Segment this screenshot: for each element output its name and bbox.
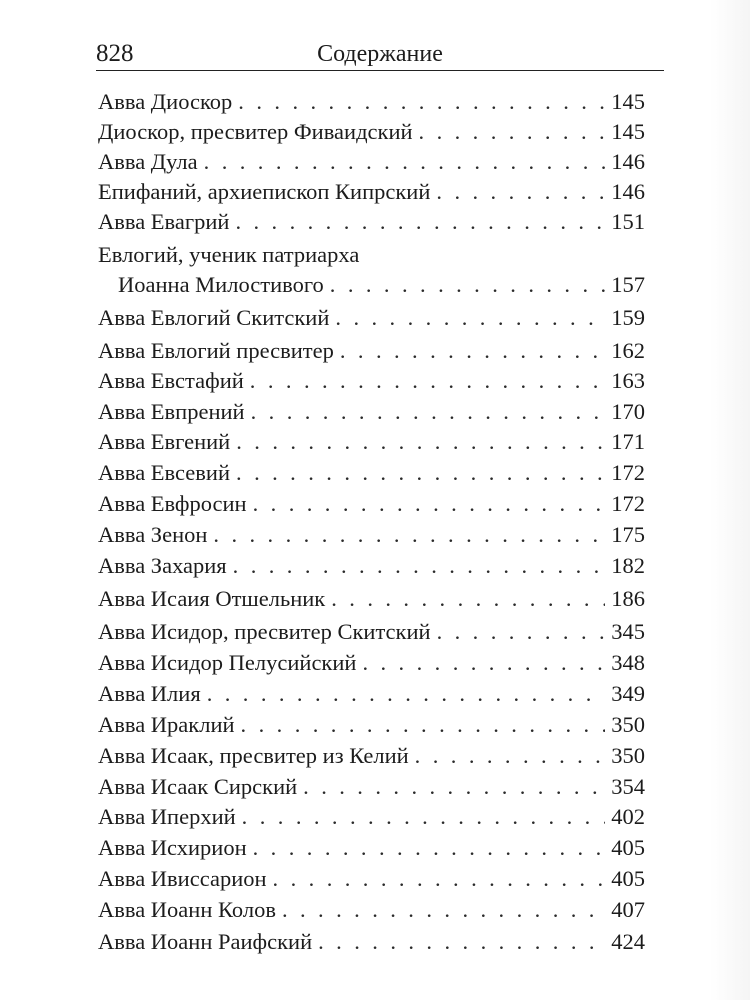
dot-leader [415,741,606,771]
toc-entry-title: Авва Исаак Сирский [98,774,298,799]
dot-leader [436,177,605,207]
dot-leader [253,833,606,863]
dot-leader [235,207,605,237]
toc-entry-page: 350 [611,712,645,737]
toc-entry-title: Авва Диоскор [98,89,233,114]
dot-leader [318,927,605,957]
toc-entry [98,207,645,237]
toc-entry [98,679,645,709]
toc-entry-page: 349 [611,681,645,706]
toc-entry-page: 145 [611,89,645,114]
toc-entry-title: Авва Евпрений [98,399,245,424]
toc-entry-title: Авва Ивиссарион [98,866,267,891]
toc-entry-page: 162 [611,338,645,363]
toc-entry-page: 159 [611,305,645,330]
toc-entry [98,117,645,147]
dot-leader [213,520,605,550]
dot-leader [437,617,606,647]
dot-leader [282,895,605,925]
dot-leader [331,584,605,614]
toc-entry-page: 182 [611,553,645,578]
toc-entry-title: Авва Исхирион [98,835,247,860]
toc-entry-title: Авва Захария [98,553,227,578]
toc-entry-title: Авва Евстафий [98,368,244,393]
toc-entry-title: Авва Исаак, пресвитер из Келий [98,743,409,768]
toc-entry-title: Авва Исидор Пелусийский [98,650,357,675]
toc-entry-page: 172 [611,460,645,485]
dot-leader [204,147,606,177]
toc-entry-title: Авва Зенон [98,522,208,547]
dot-leader [330,270,605,300]
toc-entry-title: Авва Илия [98,681,201,706]
toc-entry [98,147,645,177]
toc-entry-page: 350 [611,743,645,768]
toc-entry [98,927,645,957]
toc-entry [98,710,645,740]
toc-entry [98,336,645,366]
toc-entry [98,303,645,333]
dot-leader [303,772,605,802]
toc-entry-title: Авва Иоанн Колов [98,897,276,922]
dot-leader [335,303,605,333]
dot-leader [362,648,605,678]
dot-leader [419,117,606,147]
toc-entry [98,397,645,427]
toc-entry-page: 146 [611,149,645,174]
toc-entry-page: 170 [611,399,645,424]
toc-entry [98,489,645,519]
toc-entry-page: 424 [611,929,645,954]
toc-entry [98,864,645,894]
toc-entry-page: 163 [611,368,645,393]
page-edge-shadow [710,0,750,1000]
toc-entry-page: 146 [611,179,645,204]
toc-entry-page: 405 [611,866,645,891]
toc-entry-title: Авва Евлогий Скитский [98,305,330,330]
toc-entry-page: 151 [611,209,645,234]
dot-leader [207,679,606,709]
toc-entry [98,551,645,581]
dot-leader [251,397,606,427]
dot-leader [340,336,605,366]
toc-entry [98,584,645,614]
toc-entry-page: 175 [611,522,645,547]
toc-entry-page: 407 [611,897,645,922]
page-number: 828 [96,40,134,67]
dot-leader [233,551,606,581]
toc-entry [98,648,645,678]
toc-entry-title: Авва Евсевий [98,460,231,485]
toc-entry-first-line [98,240,645,270]
toc-entry-title: Авва Иперхий [98,804,236,829]
dot-leader [236,427,605,457]
toc-entry-title: Авва Евагрий [98,209,230,234]
toc-entry-page: 345 [611,619,645,644]
toc-entry-page: 348 [611,650,645,675]
toc-entry [98,741,645,771]
dot-leader [242,802,606,832]
toc-entry-page: 354 [611,774,645,799]
toc-entry-title: Авва Евфросин [98,491,247,516]
toc-entry [98,802,645,832]
toc-entry-page: 402 [611,804,645,829]
dot-leader [241,710,606,740]
toc-entry-title: Авва Ираклий [98,712,235,737]
dot-leader [250,366,605,396]
toc-entry-title: Иоанна Милостивого [118,272,324,297]
toc-entry-page: 405 [611,835,645,860]
toc-entry-title: Авва Исаия Отшельник [98,586,326,611]
toc-entry-title: Авва Иоанн Раифский [98,929,313,954]
dot-leader [238,87,605,117]
toc-entry [98,366,645,396]
toc-entry [98,427,645,457]
toc-entry-page: 186 [611,586,645,611]
toc-entry-page: 171 [611,429,645,454]
toc-entry-title: Авва Евлогий пресвитер [98,338,334,363]
toc-entry-page: 172 [611,491,645,516]
toc-entry-page: 157 [611,272,645,297]
toc-entry [98,895,645,925]
toc-entry [98,520,645,550]
dot-leader [253,489,606,519]
dot-leader [236,458,605,488]
toc-entry-title: Евлогий, ученик патриарха [98,242,360,267]
toc-entry [98,177,645,207]
toc-entry [98,458,645,488]
toc-entry [98,772,645,802]
toc-entry-title: Авва Исидор, пресвитер Скитский [98,619,431,644]
toc-entry-title: Диоскор, пресвитер Фиваидский [98,119,413,144]
toc-entry [98,87,645,117]
toc-entry-continuation [118,270,645,300]
toc-entry [98,833,645,863]
toc-entry [98,617,645,647]
toc-entry-title: Авва Дула [98,149,198,174]
running-title: Содержание [317,41,443,67]
dot-leader [273,864,606,894]
toc-entry-title: Авва Евгений [98,429,231,454]
toc-entry-title: Епифаний, архиепископ Кипрский [98,179,431,204]
toc-entry-page: 145 [611,119,645,144]
